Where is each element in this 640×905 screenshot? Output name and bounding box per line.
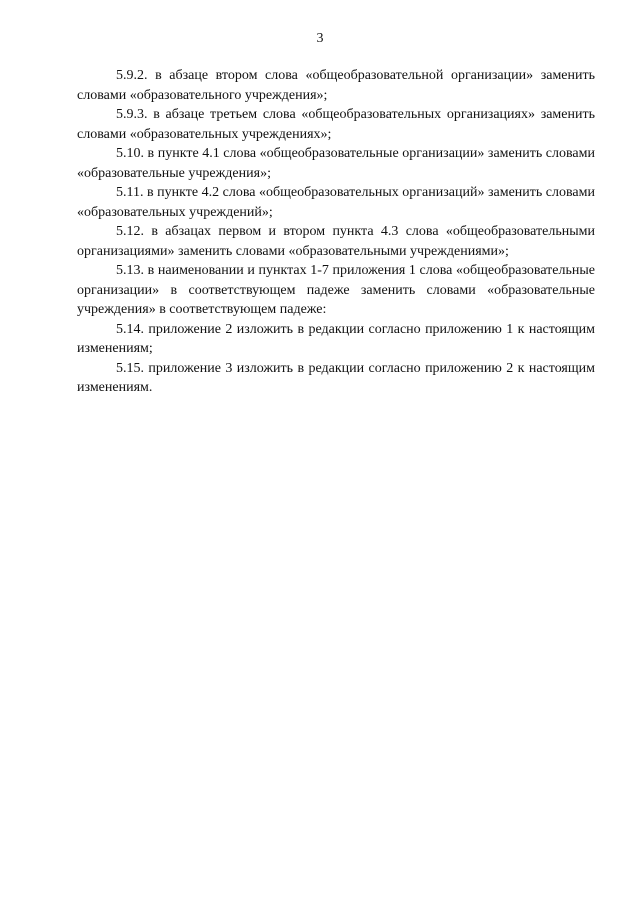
paragraph-5-9-3: 5.9.3. в абзаце третьем слова «общеобразовательных организациях» заменить словами «образовательных учреждениях»;: [77, 107, 595, 142]
paragraph-5-14: 5.14. приложение 2 изложить в редакции согласно приложению 1 к настоящим изменениям;: [77, 321, 595, 356]
paragraph-5-11: 5.11. в пункте 4.2 слова «общеобразовательных организаций» заменить словами «образовательных учреждений»;: [77, 185, 595, 220]
page-number: 3: [316, 31, 324, 46]
paragraph-5-15: 5.15. приложение 3 изложить в редакции согласно приложению 2 к настоящим изменениям.: [77, 360, 595, 395]
paragraph-5-12: 5.12. в абзацах первом и втором пункта 4.3 слова «общеобразовательными организациями» заменить словами «образовательными учреждениями»;: [77, 224, 595, 259]
document-body: [77, 66, 595, 398]
paragraph-5-13: 5.13. в наименовании и пунктах 1-7 приложения 1 слова «общеобразовательные организации» в соответствующем падеже заменить словами «образовательные учреждения» в соответствующем падеже:: [77, 263, 595, 317]
paragraph-5-9-2: 5.9.2. в абзаце втором слова «общеобразовательной организации» заменить словами «образовательного учреждения»;: [77, 68, 595, 103]
paragraph-5-10: 5.10. в пункте 4.1 слова «общеобразовательные организации» заменить словами «образовательные учреждения»;: [77, 146, 595, 181]
